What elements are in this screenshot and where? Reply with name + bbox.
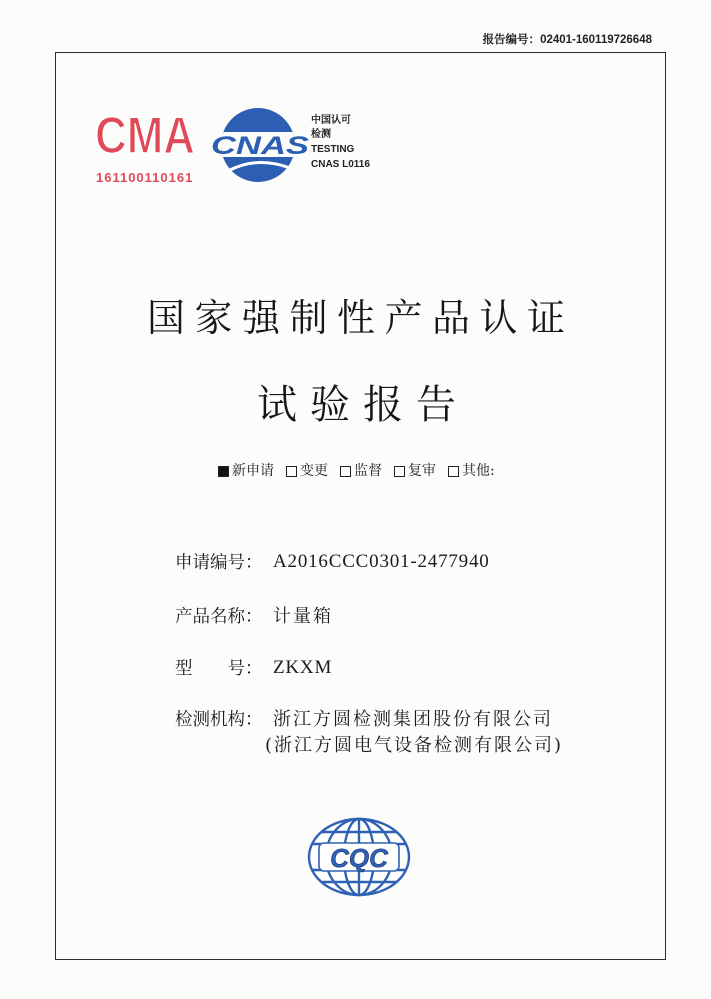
report-type-options [218, 463, 495, 479]
cqc-lettering: CQC [330, 843, 388, 873]
testing-body-label: 检测机构： [175, 710, 263, 730]
report-number-value: 02401-160119726648 [540, 34, 652, 46]
report-number [483, 33, 652, 47]
cqc-logo [304, 815, 414, 899]
cnas-logo [208, 106, 312, 184]
report-type-label: 新申请 [232, 463, 274, 479]
checkbox-icon [218, 466, 229, 477]
cnas-lettering: CNAS [211, 132, 310, 160]
checkbox-icon [394, 466, 405, 477]
application-number-label: 申请编号： [175, 553, 263, 573]
cnas-text-line-3: TESTING [311, 144, 355, 155]
checkbox-icon [340, 466, 351, 477]
report-type-label: 监督 [354, 463, 382, 479]
cnas-text-line-2: 检测 [311, 129, 331, 140]
cma-lettering: CMA [95, 107, 195, 163]
report-type-review [394, 463, 436, 479]
checkbox-icon [286, 466, 297, 477]
application-number-value: A2016CCC0301-2477940 [273, 551, 490, 572]
product-name-label: 产品名称： [175, 607, 263, 627]
report-type-label: 复审 [408, 463, 436, 479]
report-type-change [286, 463, 328, 479]
report-number-label: 报告编号： [482, 34, 541, 46]
document-subtitle: 试验报告 [257, 382, 469, 428]
testing-body-value-line2: (浙江方圆电气设备检测有限公司) [265, 735, 564, 756]
cnas-text-line-4: CNAS L0116 [311, 159, 370, 170]
product-name-value: 计量箱 [273, 606, 333, 627]
report-type-new-application [218, 463, 274, 479]
model-label: 型 号： [175, 659, 263, 679]
report-type-supervision [340, 463, 382, 479]
report-type-other [448, 463, 495, 479]
cma-lettering-inline: CMA [95, 107, 195, 163]
checkbox-icon [448, 466, 459, 477]
cnas-text-line-1: 中国认可 [311, 115, 351, 126]
cma-logo [94, 103, 196, 163]
document-title: 国家强制性产品认证 [147, 296, 575, 340]
report-type-label: 其他: [462, 463, 495, 479]
cma-certificate-number: 161100110161 [96, 170, 194, 185]
model-value: ZKXM [273, 657, 333, 678]
testing-body-value: 浙江方圆检测集团股份有限公司 [273, 709, 553, 730]
report-type-label: 变更 [300, 463, 328, 479]
